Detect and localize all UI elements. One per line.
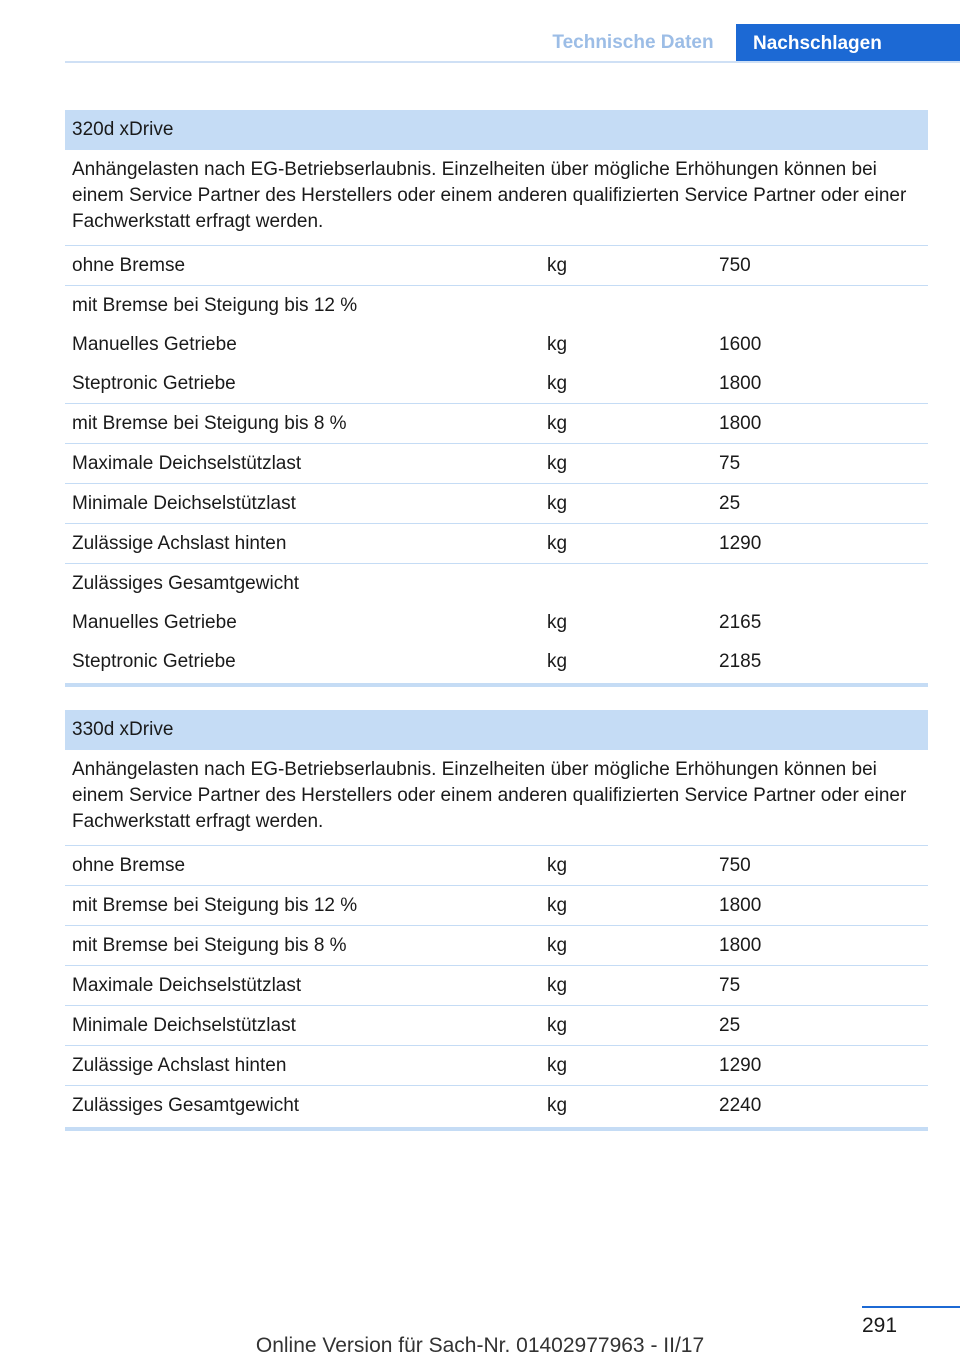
row-value: 1290: [712, 1046, 928, 1086]
row-unit: kg: [540, 1046, 712, 1086]
row-unit: [540, 564, 712, 604]
page-number-rule: [862, 1306, 960, 1308]
table-row: [65, 1006, 928, 1046]
row-value: 1600: [719, 333, 762, 355]
row-value: 1800: [712, 364, 928, 404]
row-value: 2185: [719, 650, 762, 672]
row-value: 2165: [719, 611, 762, 633]
row-unit: kg: [540, 966, 712, 1006]
table-row: [65, 1086, 928, 1126]
row-unit: kg: [547, 333, 568, 355]
row-label: Zulässige Achslast hinten: [65, 1046, 540, 1086]
table-row: [65, 524, 928, 564]
spec-section-320d: [65, 110, 928, 687]
page-number: 291: [862, 1314, 898, 1337]
row-unit: kg: [540, 444, 712, 484]
row-unit: kg: [540, 246, 712, 286]
table-row: [65, 325, 928, 364]
row-unit: kg: [540, 364, 712, 404]
row-unit: kg: [540, 926, 712, 966]
table-row: [65, 886, 928, 926]
row-unit: kg: [540, 1006, 712, 1046]
row-label: mit Bremse bei Steigung bis 12 %: [65, 886, 540, 926]
row-value: 1800: [712, 404, 928, 444]
row-unit: kg: [540, 846, 712, 886]
row-value: 1800: [712, 926, 928, 966]
section-end-rule: [65, 1127, 928, 1131]
table-row: [65, 404, 928, 444]
row-value: 2240: [719, 1094, 762, 1116]
row-value: 25: [712, 1006, 928, 1046]
tab-nachschlagen[interactable]: Nachschlagen: [736, 24, 960, 63]
table-row: [65, 364, 928, 404]
row-label: Zulässige Achslast hinten: [65, 524, 540, 564]
row-label: Zulässiges Gesamtgewicht: [72, 1094, 300, 1116]
row-label: Maximale Deichselstützlast: [65, 444, 540, 484]
row-unit: kg: [540, 524, 712, 564]
row-unit: kg: [540, 404, 712, 444]
row-label: ohne Bremse: [65, 846, 540, 886]
row-label: Manuelles Getriebe: [72, 333, 237, 355]
row-unit: kg: [547, 650, 568, 672]
table-row: [65, 642, 928, 681]
row-label: Minimale Deichselstützlast: [65, 484, 540, 524]
row-label: mit Bremse bei Steigung bis 8 %: [65, 926, 540, 966]
spec-table: [65, 246, 928, 681]
row-value: [712, 564, 928, 604]
table-row: [65, 286, 928, 326]
table-row: [65, 603, 928, 642]
row-unit: kg: [540, 886, 712, 926]
row-label: mit Bremse bei Steigung bis 8 %: [65, 404, 540, 444]
table-row: [65, 926, 928, 966]
table-row: [65, 444, 928, 484]
row-unit: kg: [540, 484, 712, 524]
row-value: 25: [712, 484, 928, 524]
section-note: Anhängelasten nach EG-Betriebserlaubnis. Einzelheiten über mögliche Erhöhungen können bei einem Service Partner des Herstellers oder einem anderen qualifizierten Service Partner oder einer Fachwerkstatt erfragt werden.: [65, 150, 928, 246]
section-title: 330d xDrive: [65, 710, 928, 750]
row-label: Minimale Deichselstützlast: [65, 1006, 540, 1046]
row-label: Manuelles Getriebe: [72, 611, 237, 633]
row-label: Maximale Deichselstützlast: [65, 966, 540, 1006]
table-row: [65, 846, 928, 886]
row-value: 1800: [712, 886, 928, 926]
footer-text: Online Version für Sach-Nr. 01402977963 - II/17: [255, 1334, 705, 1357]
row-value: 750: [712, 846, 928, 886]
spec-table: [65, 846, 928, 1125]
section-title: 320d xDrive: [65, 110, 928, 150]
row-value: 75: [712, 444, 928, 484]
row-unit: kg: [547, 1094, 568, 1116]
table-row: [65, 246, 928, 286]
section-end-rule: [65, 683, 928, 687]
row-label: Steptronic Getriebe: [72, 650, 236, 672]
row-value: [712, 286, 928, 326]
table-row: [65, 564, 928, 604]
table-row: [65, 1046, 928, 1086]
row-value: 750: [712, 246, 928, 286]
row-label: Steptronic Getriebe: [65, 364, 540, 404]
row-value: 1290: [712, 524, 928, 564]
header-divider: [65, 61, 960, 63]
tab-technische-daten[interactable]: Technische Daten: [552, 32, 714, 53]
spec-section-330d: [65, 710, 928, 1131]
section-note: Anhängelasten nach EG-Betriebserlaubnis. Einzelheiten über mögliche Erhöhungen können bei einem Service Partner des Herstellers oder einem anderen qualifizierten Service Partner oder einer Fachwerkstatt erfragt werden.: [65, 750, 928, 846]
row-label: Zulässiges Gesamtgewicht: [72, 572, 300, 594]
row-unit: kg: [547, 611, 568, 633]
table-row: [65, 484, 928, 524]
table-row: [65, 966, 928, 1006]
row-value: 75: [712, 966, 928, 1006]
row-unit: [540, 286, 712, 326]
row-label: mit Bremse bei Steigung bis 12 %: [72, 294, 358, 316]
row-label: ohne Bremse: [65, 246, 540, 286]
